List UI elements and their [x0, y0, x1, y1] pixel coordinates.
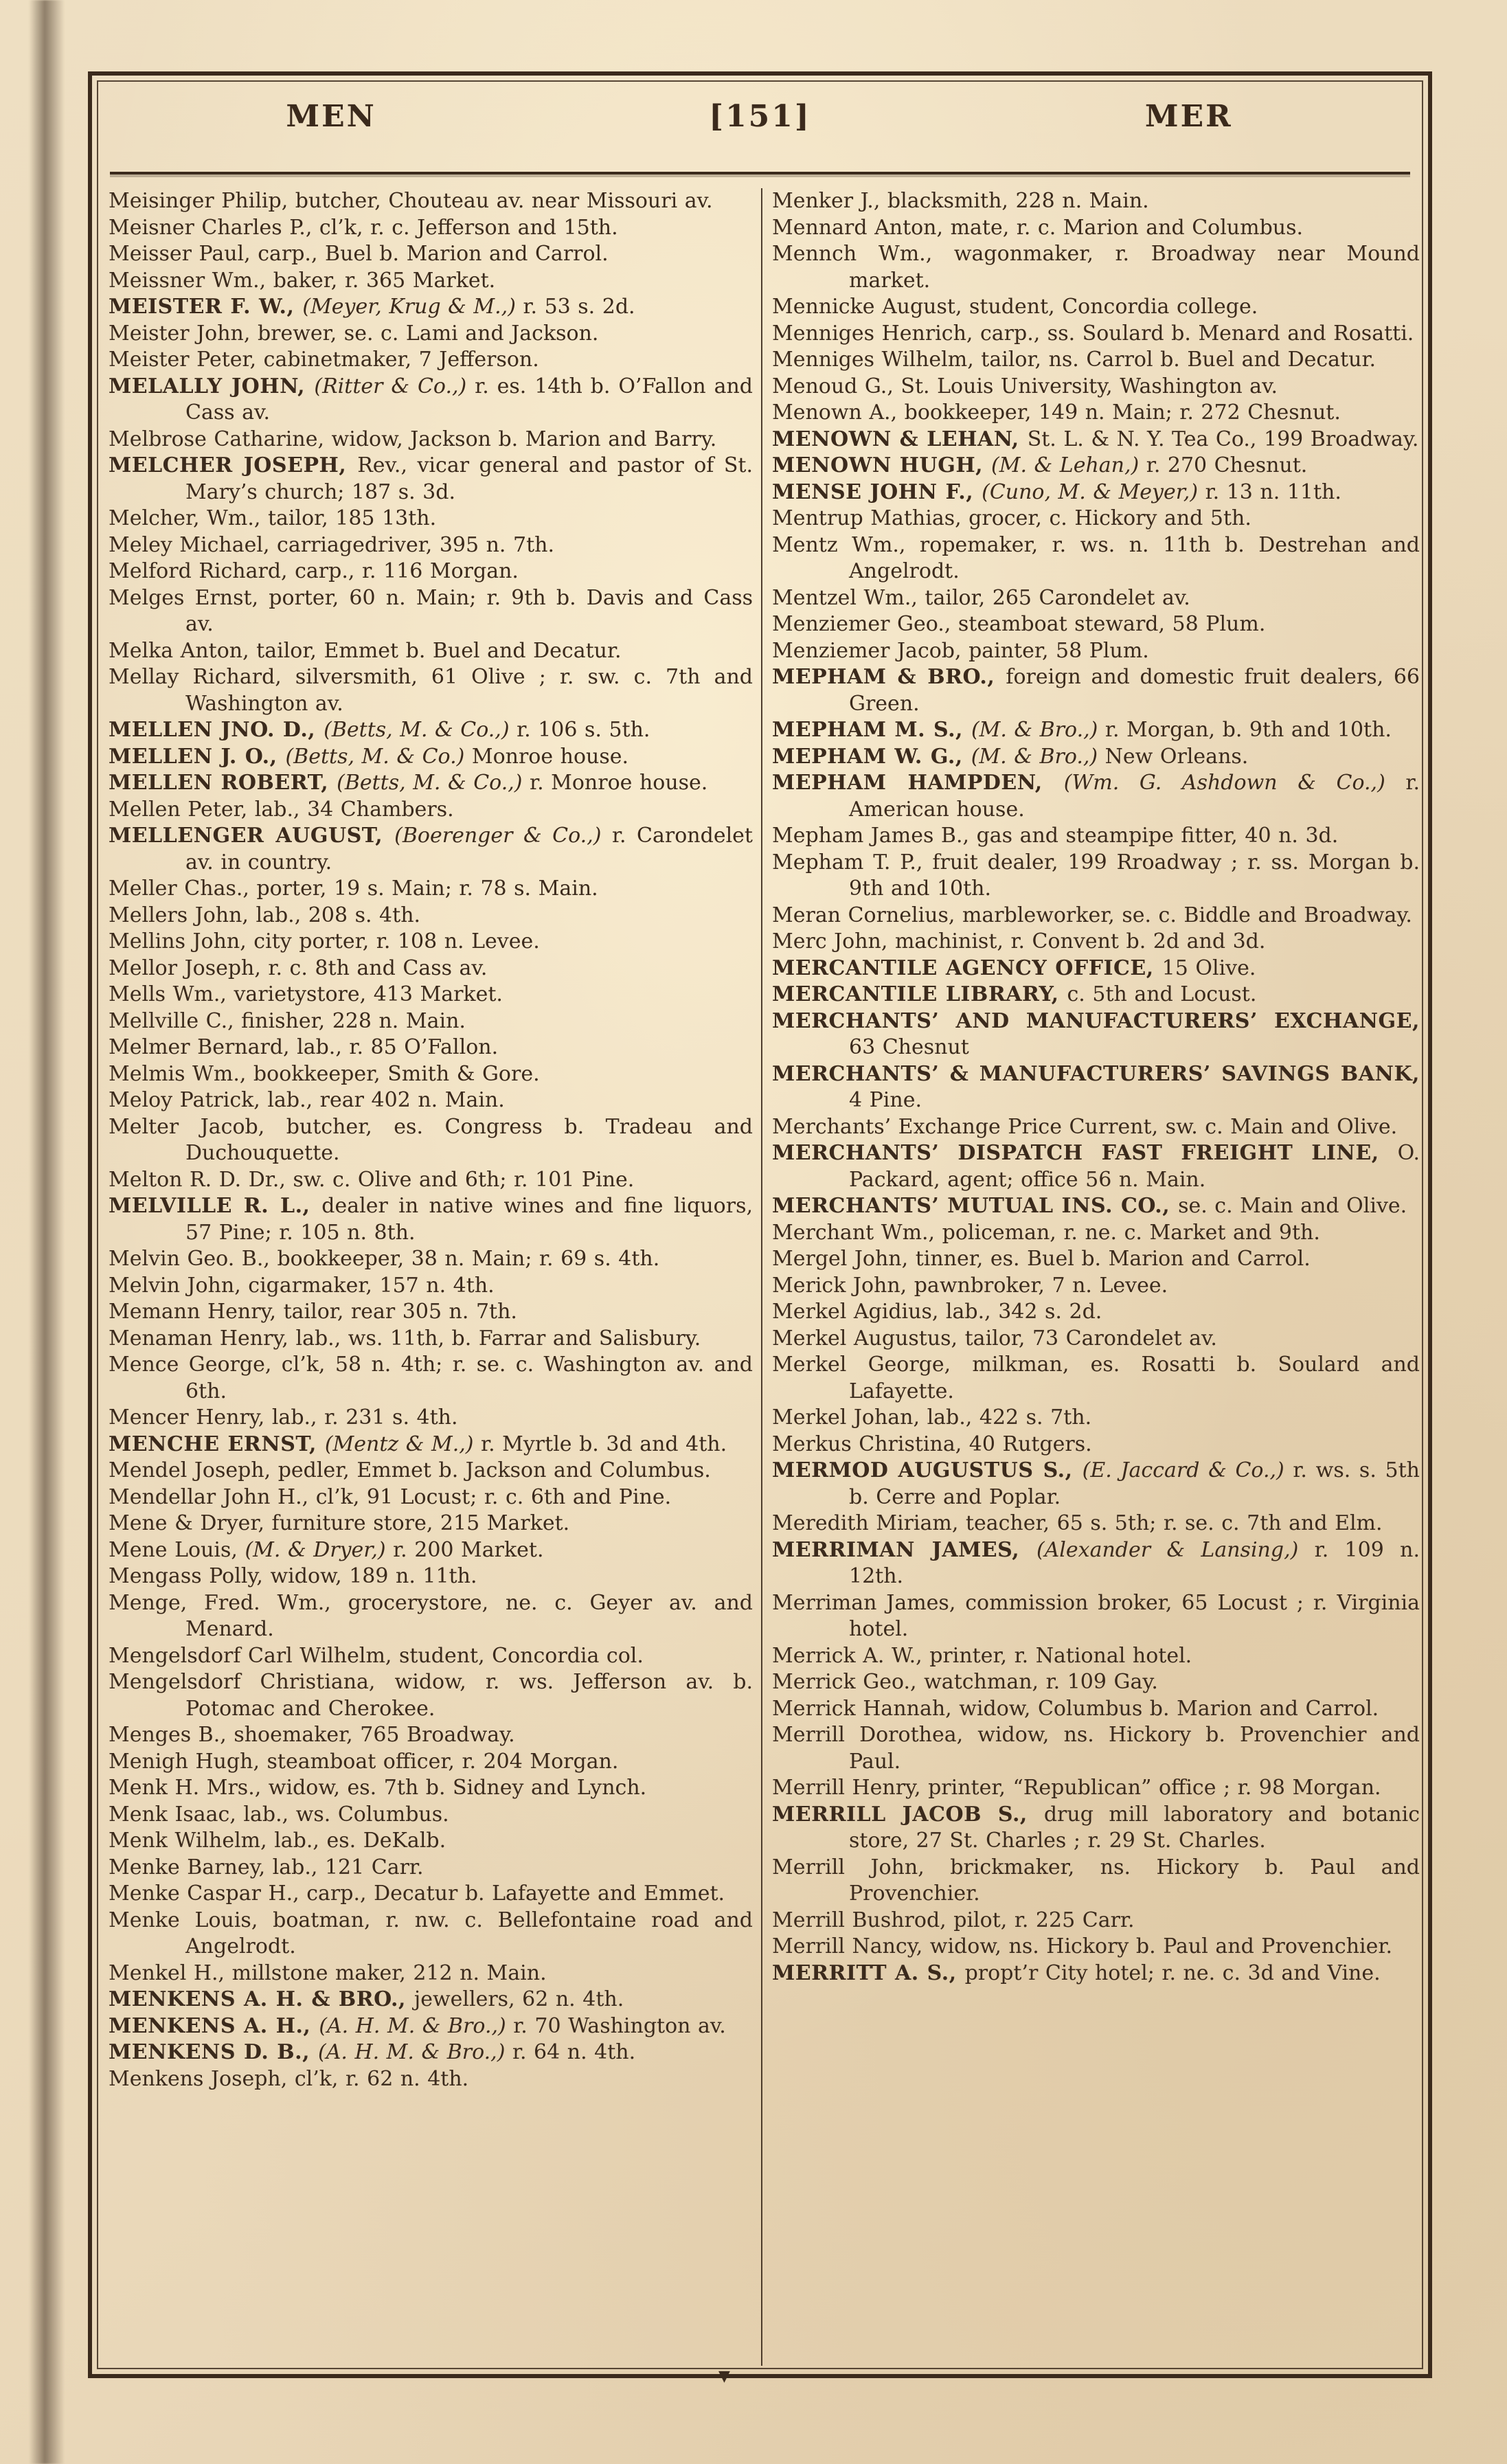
directory-entry	[109, 532, 753, 559]
entry-name-emphasized: MERRIMAN JAMES,	[772, 1537, 1036, 1562]
directory-entry	[109, 956, 753, 982]
directory-entry	[109, 347, 753, 374]
directory-entry	[109, 1352, 753, 1405]
directory-entry	[109, 1299, 753, 1326]
entry-text: Merrill Nancy, widow, ns. Hickory b. Paul and Provenchier.	[772, 1934, 1392, 1958]
entry-name-emphasized: MENOWN & LEHAN,	[772, 427, 1028, 451]
entry-text: Meloy Patrick, lab., rear 402 n. Main.	[109, 1088, 505, 1112]
directory-entry	[772, 1669, 1420, 1696]
directory-entry	[772, 1326, 1420, 1353]
directory-entry	[772, 903, 1420, 929]
directory-entry	[109, 188, 753, 215]
entry-text: Meissner Wm., baker, r. 365 Market.	[109, 268, 496, 293]
directory-entry	[772, 1061, 1420, 1114]
entry-text: Mentzel Wm., tailor, 265 Carondelet av.	[772, 585, 1190, 610]
left-column	[109, 188, 753, 2092]
entry-name-emphasized: MERCHANTS’ DISPATCH FAST FREIGHT LINE,	[772, 1141, 1398, 1165]
entry-text: r. 106 s. 5th.	[509, 718, 650, 742]
entry-firm-name: (M. & Bro.,)	[971, 744, 1098, 769]
entry-text: Merkel George, milkman, es. Rosatti b. Soulard and Lafayette.	[772, 1353, 1420, 1403]
entry-text: Mengass Polly, widow, 189 n. 11th.	[109, 1564, 477, 1588]
entry-text: Menk H. Mrs., widow, es. 7th b. Sidney and Lynch.	[109, 1776, 647, 1800]
directory-entry	[772, 1908, 1420, 1934]
entry-text: Merrick Hannah, widow, Columbus b. Marion and Carrol.	[772, 1696, 1379, 1721]
directory-entry	[772, 850, 1420, 903]
entry-text: Mennicke August, student, Concordia college.	[772, 295, 1258, 319]
entry-text: Menke Louis, boatman, r. nw. c. Bellefontaine road and Angelrodt.	[109, 1908, 753, 1958]
entry-firm-name: (Cuno, M. & Meyer,)	[982, 479, 1199, 504]
entry-text: Menke Caspar H., carp., Decatur b. Lafayette and Emmet.	[109, 1881, 725, 1906]
entry-text: Mellins John, city porter, r. 108 n. Levee.	[109, 929, 540, 953]
directory-entry	[109, 717, 753, 744]
entry-name-emphasized: MERCANTILE LIBRARY,	[772, 982, 1067, 1006]
directory-entry	[772, 823, 1420, 850]
entry-text: Merc John, machinist, r. Convent b. 2d and 3d.	[772, 929, 1266, 953]
directory-entry	[109, 1511, 753, 1537]
entry-text: Monroe house.	[464, 744, 629, 769]
entry-text: Menown A., bookkeeper, 149 n. Main; r. 272 Chesnut.	[772, 400, 1341, 425]
directory-entry	[772, 1802, 1420, 1855]
entry-text: se. c. Main and Olive.	[1178, 1194, 1407, 1218]
entry-name-emphasized: MELVILLE R. L.,	[109, 1194, 322, 1218]
entry-text: Melka Anton, tailor, Emmet b. Buel and Decatur.	[109, 638, 622, 663]
directory-entry	[109, 294, 753, 321]
directory-entry	[772, 1511, 1420, 1537]
directory-entry	[109, 1987, 753, 2013]
header-right-guide: MER	[1144, 99, 1233, 134]
directory-entry	[109, 1008, 753, 1035]
entry-text: Mentrup Mathias, grocer, c. Hickory and 5th.	[772, 506, 1251, 530]
entry-name-emphasized: MENCHE ERNST,	[109, 1432, 325, 1456]
directory-entry	[109, 1035, 753, 1061]
entry-text: Menk Isaac, lab., ws. Columbus.	[109, 1802, 449, 1827]
entry-text: r. American house.	[849, 771, 1420, 822]
directory-entry	[772, 1273, 1420, 1300]
entry-firm-name: (M. & Bro.,)	[971, 718, 1098, 742]
entry-text: Menke Barney, lab., 121 Carr.	[109, 1855, 424, 1879]
directory-entry	[109, 1563, 753, 1590]
entry-text: Melmer Bernard, lab., r. 85 O’Fallon.	[109, 1035, 499, 1059]
directory-entry	[772, 1432, 1420, 1458]
entry-text: Mendel Joseph, pedler, Emmet b. Jackson and Columbus.	[109, 1458, 711, 1482]
entry-text: Mellen Peter, lab., 34 Chambers.	[109, 797, 454, 822]
entry-name-emphasized: MEPHAM M. S.,	[772, 718, 971, 742]
directory-entry	[772, 1405, 1420, 1432]
entry-text: Merkel Agidius, lab., 342 s. 2d.	[772, 1300, 1102, 1324]
directory-entry	[772, 506, 1420, 532]
entry-text: Menziemer Jacob, painter, 58 Plum.	[772, 638, 1149, 663]
entry-text: Mells Wm., varietystore, 413 Market.	[109, 982, 503, 1006]
directory-entry	[772, 241, 1420, 294]
directory-entry	[772, 1590, 1420, 1643]
directory-entry	[772, 717, 1420, 744]
entry-text: drug mill laboratory and botanic store, 27 St. Charles ; r. 29 St. Charles.	[849, 1802, 1420, 1853]
directory-entry	[772, 664, 1420, 717]
entry-text: c. 5th and Locust.	[1067, 982, 1257, 1006]
directory-entry	[772, 1140, 1420, 1193]
directory-entry	[772, 453, 1420, 479]
directory-entry	[109, 1855, 753, 1881]
entry-text: Merrick Geo., watchman, r. 109 Gay.	[772, 1670, 1158, 1694]
directory-entry	[772, 479, 1420, 506]
directory-entry	[109, 2013, 753, 2040]
entry-text: Rev., vicar general and pastor of St. Mary’s church; 187 s. 3d.	[185, 453, 753, 504]
entry-text: foreign and domestic fruit dealers, 66 Green.	[849, 665, 1420, 716]
directory-entry	[109, 1775, 753, 1802]
entry-text: Mellers John, lab., 208 s. 4th.	[109, 903, 421, 927]
entry-text: Meller Chas., porter, 19 s. Main; r. 78 s. Main.	[109, 877, 598, 901]
entry-text: r. 70 Washington av.	[506, 2013, 726, 2038]
entry-firm-name: (M. & Dryer,)	[245, 1537, 386, 1562]
entry-firm-name: (Ritter & Co.,)	[314, 374, 467, 398]
directory-entry	[109, 876, 753, 903]
directory-entry	[109, 321, 753, 348]
directory-entry	[109, 664, 753, 717]
entry-text: Menkel H., millstone maker, 212 n. Main.	[109, 1960, 547, 1985]
entry-text: Melmis Wm., bookkeeper, Smith & Gore.	[109, 1061, 540, 1086]
entry-name-emphasized: MERCHANTS’ AND MANUFACTURERS’ EXCHANGE,	[772, 1008, 1420, 1033]
directory-entry	[109, 1246, 753, 1273]
directory-entry	[109, 1273, 753, 1300]
entry-text: Melcher, Wm., tailor, 185 13th.	[109, 506, 437, 530]
directory-entry	[772, 1696, 1420, 1723]
entry-name-emphasized: MENKENS A. H.,	[109, 2013, 319, 2038]
directory-entry	[772, 1855, 1420, 1908]
directory-entry	[772, 188, 1420, 215]
entry-text: Merchant Wm., policeman, r. ne. c. Market and 9th.	[772, 1220, 1320, 1245]
entry-firm-name: (Betts, M. & Co.)	[285, 744, 465, 769]
directory-entry	[772, 532, 1420, 585]
entry-text: Mergel John, tinner, es. Buel b. Marion and Carrol.	[772, 1247, 1311, 1271]
entry-text: Meister John, brewer, se. c. Lami and Jackson.	[109, 321, 599, 346]
directory-columns	[109, 188, 1420, 2366]
directory-entry	[109, 929, 753, 956]
entry-text: r. 64 n. 4th.	[505, 2040, 636, 2064]
directory-entry	[109, 558, 753, 585]
entry-name-emphasized: MELLEN JNO. D.,	[109, 718, 324, 742]
entry-text: 15 Olive.	[1162, 956, 1256, 980]
directory-entry	[772, 982, 1420, 1008]
entry-firm-name: (Betts, M. & Co.,)	[337, 771, 523, 795]
directory-entry	[109, 2066, 753, 2093]
entry-text: Melbrose Catharine, widow, Jackson b. Marion and Barry.	[109, 427, 717, 451]
directory-entry	[109, 1643, 753, 1670]
entry-name-emphasized: MERRILL JACOB S.,	[772, 1802, 1044, 1827]
directory-entry	[772, 638, 1420, 665]
column-divider	[761, 188, 762, 2366]
directory-entry	[772, 1352, 1420, 1405]
directory-entry	[109, 903, 753, 929]
printer-mark: ▼	[718, 2368, 730, 2385]
directory-entry	[772, 294, 1420, 321]
directory-entry	[772, 1537, 1420, 1590]
entry-text: Menker J., blacksmith, 228 n. Main.	[772, 189, 1149, 213]
directory-entry	[109, 1405, 753, 1432]
directory-entry	[109, 1061, 753, 1088]
entry-text: r. 53 s. 2d.	[515, 295, 635, 319]
directory-entry	[109, 1326, 753, 1353]
directory-entry	[772, 400, 1420, 427]
entry-text: r. ws. s. 5th b. Cerre and Poplar.	[849, 1458, 1420, 1509]
entry-text: Mengelsdorf Carl Wilhelm, student, Concordia col.	[109, 1643, 644, 1668]
entry-text: Meisser Paul, carp., Buel b. Marion and Carrol.	[109, 242, 609, 266]
directory-entry	[109, 1590, 753, 1643]
entry-text: O. Packard, agent; office 56 n. Main.	[849, 1141, 1420, 1192]
entry-text: Menk Wilhelm, lab., es. DeKalb.	[109, 1829, 446, 1853]
entry-text: Meister Peter, cabinetmaker, 7 Jefferson.	[109, 348, 539, 372]
directory-entry	[772, 1934, 1420, 1960]
entry-text: Melton R. D. Dr., sw. c. Olive and 6th; r. 101 Pine.	[109, 1167, 635, 1192]
entry-text: Mengelsdorf Christiana, widow, r. ws. Jefferson av. b. Potomac and Cherokee.	[109, 1670, 753, 1721]
entry-firm-name: (Wm. G. Ashdown & Co.,)	[1063, 771, 1385, 795]
directory-entry	[109, 585, 753, 638]
entry-text: r. es. 14th b. O’Fallon and Cass av.	[185, 374, 753, 425]
directory-entry	[109, 2039, 753, 2066]
entry-text: r. 200 Market.	[385, 1537, 544, 1562]
directory-entry	[772, 1722, 1420, 1775]
entry-text: Mennch Wm., wagonmaker, r. Broadway near Mound market.	[772, 242, 1420, 293]
entry-text: r. Carondelet av. in country.	[185, 824, 753, 874]
page-edge-shadow	[29, 0, 65, 2464]
directory-entry	[109, 1167, 753, 1194]
entry-name-emphasized: MENSE JOHN F.,	[772, 479, 982, 504]
directory-entry	[109, 744, 753, 771]
entry-text: Meisner Charles P., cl’k, r. c. Jefferson and 15th.	[109, 215, 618, 240]
entry-name-emphasized: MERMOD AUGUSTUS S.,	[772, 1458, 1083, 1482]
entry-name-emphasized: MEPHAM & BRO.,	[772, 665, 1006, 689]
page-number: [151]	[709, 99, 811, 134]
header-left-guide: MEN	[286, 99, 376, 134]
directory-entry	[772, 374, 1420, 400]
entry-firm-name: (E. Jaccard & Co.,)	[1082, 1458, 1284, 1482]
directory-entry	[109, 1802, 753, 1829]
directory-entry	[772, 1008, 1420, 1061]
entry-text: Merriman James, commission broker, 65 Locust ; r. Virginia hotel.	[772, 1590, 1420, 1641]
directory-entry	[109, 241, 753, 268]
directory-entry	[772, 1220, 1420, 1247]
directory-entry	[109, 982, 753, 1008]
entry-text: Mellay Richard, silversmith, 61 Olive ; r. sw. c. 7th and Washington av.	[109, 665, 753, 716]
directory-entry	[772, 585, 1420, 612]
directory-entry	[772, 770, 1420, 823]
entry-text: r. 270 Chesnut.	[1139, 453, 1308, 477]
entry-text: 4 Pine.	[849, 1088, 922, 1112]
entry-text: Merrick A. W., printer, r. National hotel.	[772, 1643, 1192, 1668]
header-rule	[110, 172, 1410, 174]
entry-text: Meisinger Philip, butcher, Chouteau av. near Missouri av.	[109, 189, 713, 213]
directory-entry	[109, 797, 753, 824]
entry-name-emphasized: MEPHAM W. G.,	[772, 744, 971, 769]
entry-text: Melvin Geo. B., bookkeeper, 38 n. Main; r. 69 s. 4th.	[109, 1247, 660, 1271]
directory-entry	[772, 1643, 1420, 1670]
directory-entry	[772, 215, 1420, 242]
directory-entry	[772, 1299, 1420, 1326]
entry-text: Mennard Anton, mate, r. c. Marion and Columbus.	[772, 215, 1304, 240]
directory-entry	[772, 1193, 1420, 1220]
entry-text: Merchants’ Exchange Price Current, sw. c. Main and Olive.	[772, 1114, 1398, 1139]
directory-entry	[772, 321, 1420, 348]
directory-entry	[109, 638, 753, 665]
entry-text: Meredith Miriam, teacher, 65 s. 5th; r. se. c. 7th and Elm.	[772, 1511, 1383, 1535]
entry-text: Merick John, pawnbroker, 7 n. Levee.	[772, 1273, 1168, 1298]
directory-entry	[772, 1775, 1420, 1802]
directory-entry	[109, 453, 753, 506]
entry-text: Menkens Joseph, cl’k, r. 62 n. 4th.	[109, 2066, 469, 2091]
entry-firm-name: (A. H. M. & Bro.,)	[319, 2013, 506, 2038]
directory-entry	[109, 1432, 753, 1458]
entry-text: Menge, Fred. Wm., grocerystore, ne. c. Geyer av. and Menard.	[109, 1590, 753, 1641]
entry-text: dealer in native wines and fine liquors, 57 Pine; r. 105 n. 8th.	[185, 1194, 754, 1245]
entry-name-emphasized: MENKENS A. H. & BRO.,	[109, 1987, 414, 2011]
directory-entry	[109, 374, 753, 427]
entry-text: Mellville C., finisher, 228 n. Main.	[109, 1008, 466, 1033]
entry-text: Mentz Wm., ropemaker, r. ws. n. 11th b. Destrehan and Angelrodt.	[772, 532, 1420, 583]
entry-name-emphasized: MELLENGER AUGUST,	[109, 824, 395, 848]
entry-text: Mene Louis,	[109, 1537, 245, 1562]
entry-text: propt’r City hotel; r. ne. c. 3d and Vine.	[964, 1960, 1381, 1985]
directory-entry	[109, 1960, 753, 1987]
directory-entry	[772, 1458, 1420, 1511]
directory-entry	[109, 770, 753, 797]
entry-text: r. Morgan, b. 9th and 10th.	[1098, 718, 1392, 742]
directory-entry	[109, 1484, 753, 1511]
entry-name-emphasized: MELLEN J. O.,	[109, 744, 286, 769]
directory-entry	[109, 1828, 753, 1855]
entry-text: r. Myrtle b. 3d and 4th.	[473, 1432, 727, 1456]
entry-text: Merkus Christina, 40 Rutgers.	[772, 1432, 1092, 1456]
directory-entry	[109, 1537, 753, 1564]
entry-text: Mencer Henry, lab., r. 231 s. 4th.	[109, 1405, 458, 1429]
entry-firm-name: (Meyer, Krug & M.,)	[302, 295, 516, 319]
directory-entry	[109, 1881, 753, 1908]
entry-firm-name: (Mentz & M.,)	[324, 1432, 474, 1456]
entry-text: r. 13 n. 11th.	[1198, 479, 1341, 504]
directory-entry	[109, 1087, 753, 1114]
entry-text: Merkel Augustus, tailor, 73 Carondelet av.	[772, 1326, 1217, 1350]
directory-entry	[109, 506, 753, 532]
entry-text: Melford Richard, carp., r. 116 Morgan.	[109, 559, 519, 583]
entry-firm-name: (Boerenger & Co.,)	[394, 824, 602, 848]
entry-text: Mepham T. P., fruit dealer, 199 Rroadway ; r. ss. Morgan b. 9th and 10th.	[772, 850, 1420, 901]
directory-entry	[109, 1722, 753, 1749]
directory-entry	[772, 1246, 1420, 1273]
entry-name-emphasized: MERCHANTS’ MUTUAL INS. CO.,	[772, 1194, 1179, 1218]
entry-name-emphasized: MERRITT A. S.,	[772, 1960, 965, 1985]
entry-text: New Orleans.	[1098, 744, 1249, 769]
directory-entry	[109, 823, 753, 876]
directory-entry	[109, 1458, 753, 1484]
entry-text: Merrill Dorothea, widow, ns. Hickory b. Provenchier and Paul.	[772, 1723, 1420, 1774]
directory-entry	[109, 1193, 753, 1246]
entry-name-emphasized: MERCANTILE AGENCY OFFICE,	[772, 956, 1162, 980]
entry-name-emphasized: MELALLY JOHN,	[109, 374, 315, 398]
entry-text: Memann Henry, tailor, rear 305 n. 7th.	[109, 1300, 517, 1324]
directory-entry	[772, 956, 1420, 982]
entry-text: Mendellar John H., cl’k, 91 Locust; r. c. 6th and Pine.	[109, 1484, 672, 1509]
directory-entry	[109, 215, 753, 242]
entry-text: Merkel Johan, lab., 422 s. 7th.	[772, 1405, 1092, 1429]
entry-name-emphasized: MEPHAM HAMPDEN,	[772, 771, 1064, 795]
entry-text: jewellers, 62 n. 4th.	[413, 1987, 624, 2011]
entry-text: Mellor Joseph, r. c. 8th and Cass av.	[109, 956, 488, 980]
entry-name-emphasized: MENKENS D. B.,	[109, 2040, 318, 2064]
entry-text: Meran Cornelius, marbleworker, se. c. Biddle and Broadway.	[772, 903, 1412, 927]
entry-name-emphasized: MENOWN HUGH,	[772, 453, 992, 477]
entry-text: Menniges Wilhelm, tailor, ns. Carrol b. Buel and Decatur.	[772, 348, 1376, 372]
page-frame	[88, 71, 1432, 2385]
running-header	[117, 99, 1403, 134]
entry-text: Meley Michael, carriagedriver, 395 n. 7th.	[109, 532, 555, 557]
entry-text: Merrill John, brickmaker, ns. Hickory b. Paul and Provenchier.	[772, 1855, 1420, 1906]
entry-firm-name: (A. H. M. & Bro.,)	[318, 2040, 506, 2064]
entry-text: Menziemer Geo., steamboat steward, 58 Plum.	[772, 612, 1266, 636]
entry-text: Mene & Dryer, furniture store, 215 Market.	[109, 1511, 570, 1535]
entry-name-emphasized: MELLEN ROBERT,	[109, 771, 337, 795]
entry-text: Melvin John, cigarmaker, 157 n. 4th.	[109, 1273, 495, 1298]
entry-text: 63 Chesnut	[849, 1035, 969, 1059]
entry-text: Menaman Henry, lab., ws. 11th, b. Farrar and Salisbury.	[109, 1326, 701, 1350]
directory-entry	[109, 1114, 753, 1167]
entry-name-emphasized: MEISTER F. W.,	[109, 295, 303, 319]
entry-name-emphasized: MELCHER JOSEPH,	[109, 453, 358, 477]
entry-text: Menges B., shoemaker, 765 Broadway.	[109, 1723, 515, 1747]
directory-entry	[109, 427, 753, 453]
entry-firm-name: (M. & Lehan,)	[991, 453, 1140, 477]
entry-name-emphasized: MERCHANTS’ & MANUFACTURERS’ SAVINGS BANK,	[772, 1061, 1420, 1086]
directory-entry	[772, 611, 1420, 638]
entry-firm-name: (Alexander & Lansing,)	[1036, 1537, 1299, 1562]
entry-text: Menniges Henrich, carp., ss. Soulard b. Menard and Rosatti.	[772, 321, 1414, 346]
entry-text: Merrill Bushrod, pilot, r. 225 Carr.	[772, 1908, 1135, 1932]
entry-text: r. 109 n. 12th.	[849, 1537, 1420, 1588]
directory-entry	[109, 1669, 753, 1722]
entry-text: Melter Jacob, butcher, es. Congress b. Tradeau and Duchouquette.	[109, 1114, 753, 1165]
directory-entry	[772, 929, 1420, 956]
entry-text: St. L. & N. Y. Tea Co., 199 Broadway.	[1027, 427, 1419, 451]
entry-text: Menoud G., St. Louis University, Washington av.	[772, 374, 1278, 398]
directory-entry	[772, 1114, 1420, 1141]
directory-entry	[109, 268, 753, 295]
directory-entry	[772, 744, 1420, 771]
directory-entry	[772, 1960, 1420, 1987]
entry-text: r. Monroe house.	[522, 771, 708, 795]
entry-text: Menigh Hugh, steamboat officer, r. 204 Morgan.	[109, 1749, 619, 1774]
right-column	[772, 188, 1420, 1987]
directory-entry	[772, 347, 1420, 374]
directory-entry	[772, 427, 1420, 453]
entry-firm-name: (Betts, M. & Co.,)	[324, 718, 510, 742]
entry-text: Melges Ernst, porter, 60 n. Main; r. 9th b. Davis and Cass av.	[109, 585, 753, 636]
entry-text: Mepham James B., gas and steampipe fitter, 40 n. 3d.	[772, 824, 1339, 848]
directory-entry	[109, 1749, 753, 1776]
directory-entry	[109, 1908, 753, 1960]
entry-text: Mence George, cl’k, 58 n. 4th; r. se. c. Washington av. and 6th.	[109, 1353, 753, 1403]
entry-text: Merrill Henry, printer, “Republican” office ; r. 98 Morgan.	[772, 1776, 1381, 1800]
